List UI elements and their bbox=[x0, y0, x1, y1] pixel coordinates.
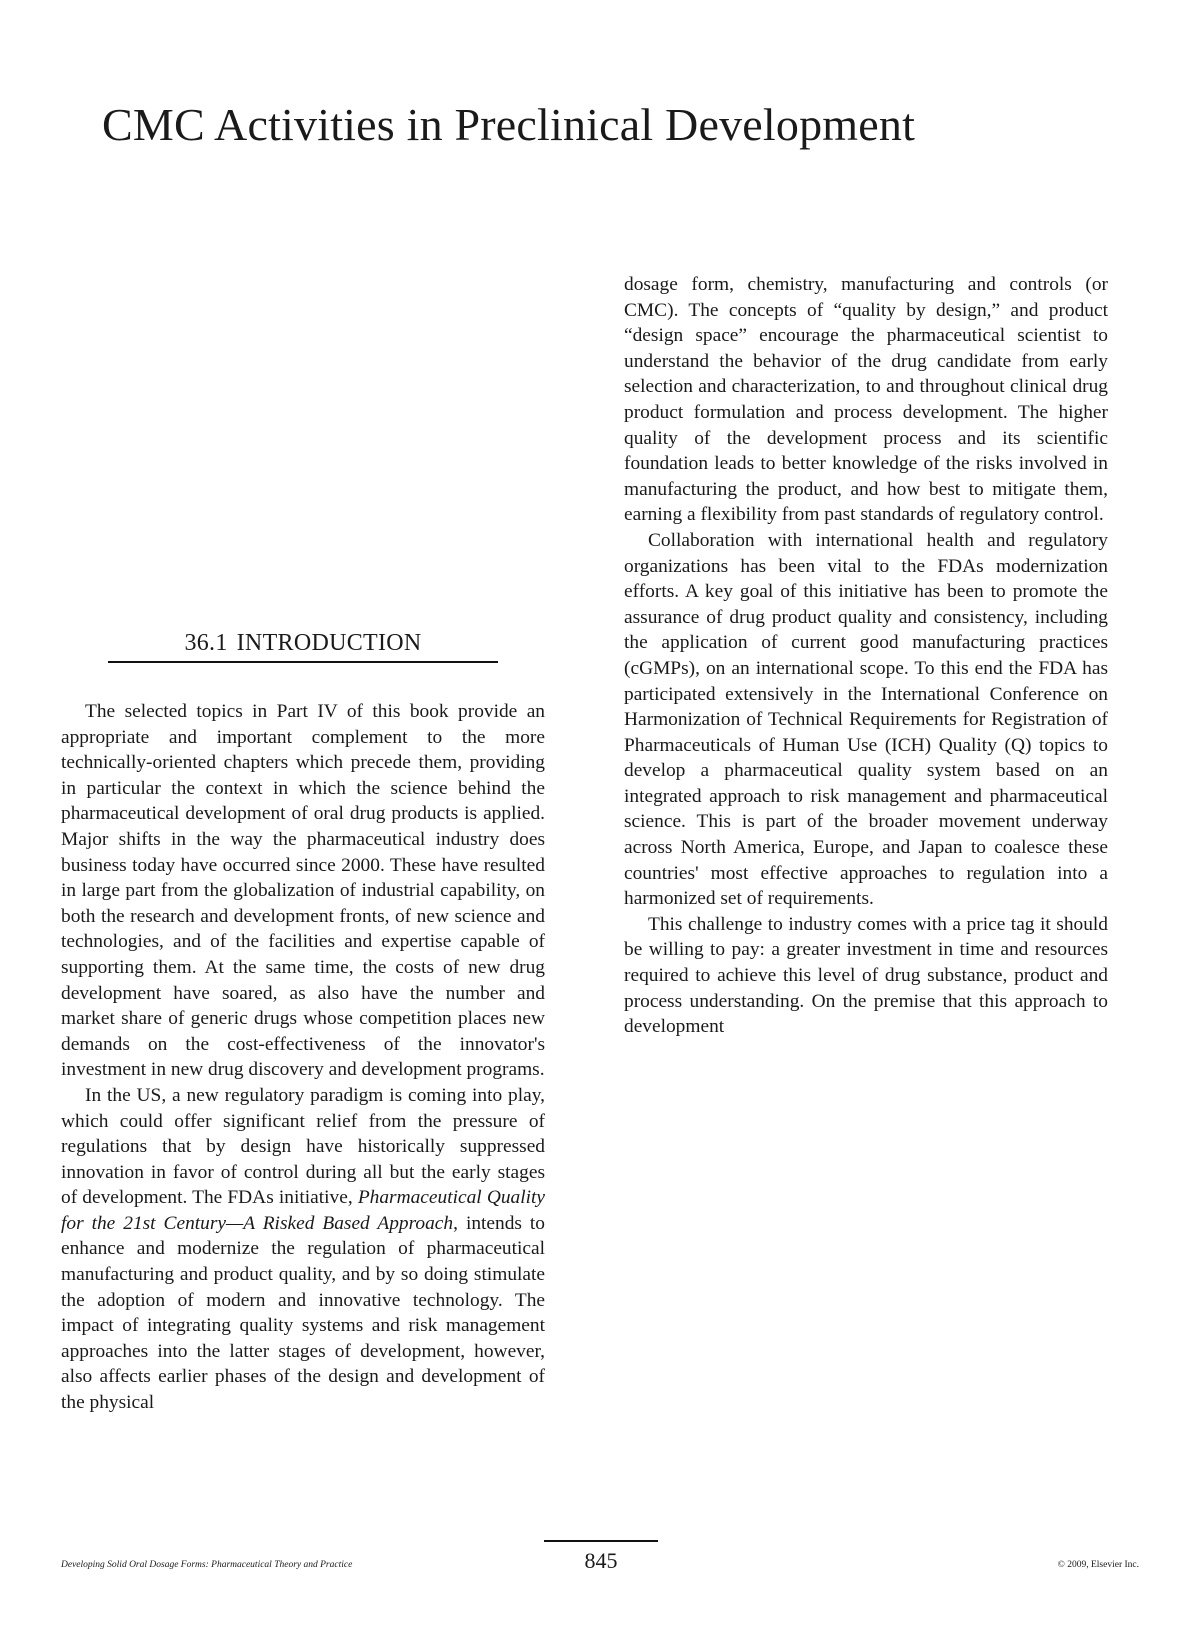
paragraph-collaboration: Collaboration with international health and regulatory organizations has been vital to the FDAs modernization efforts. A key goal of this initiative has been to promote the assurance of drug product quality and consistency, including the application of current good manufacturing practices (cGMPs), on an international scope. To this end the FDA has participated extensively in the International Conference on Harmonization of Technical Requirements for Registration of Pharmaceuticals of Human Use (ICH) Quality (Q) topics to develop a pharmaceutical quality system based on an integrated approach to risk management and pharmaceutical science. This is part of the broader movement underway across North America, Europe, and Japan to coalesce these countries' most effective approaches to regulation into a harmonized set of requirements. bbox=[624, 529, 1108, 910]
page-footer bbox=[0, 1548, 1200, 1588]
section-number: 36.1 bbox=[184, 630, 228, 656]
right-column bbox=[624, 272, 1108, 1040]
left-column bbox=[61, 628, 545, 1416]
paragraph-intro-2 bbox=[61, 1083, 545, 1416]
initiative-title: Pharmaceutical Quality for the 21st Century—A Risked Based Approach bbox=[61, 1187, 545, 1234]
chapter-title: CMC Activities in Preclinical Development bbox=[102, 99, 916, 150]
paragraph-intro-1: The selected topics in Part IV of this book provide an appropriate and important complement to the more technically-oriented chapters which precede them, providing in particular the context in which the science behind the pharmaceutical development of oral drug products is applied. Major shifts in the way the pharmaceutical industry does business today have occurred since 2000. These have resulted in large part from the globalization of industrial capability, on both the research and development fronts, of new science and technologies, and of the facilities and expertise capable of supporting them. At the same time, the costs of new drug development have soared, as also have the number and market share of generic drugs whose competition places new demands on the cost-effectiveness of the innovator's investment in new drug discovery and development programs. bbox=[61, 701, 545, 1081]
footer-copyright: © 2009, Elsevier Inc. bbox=[1057, 1560, 1139, 1570]
section-heading bbox=[61, 628, 545, 663]
section-title: INTRODUCTION bbox=[236, 630, 422, 656]
paragraph-challenge: This challenge to industry comes with a price tag it should be willing to pay: a greater investment in time and resources required to achieve this level of drug substance, product and process understanding. On the premise that this approach to development bbox=[624, 913, 1108, 1038]
paragraph-intro-2-text-b: , intends to enhance and modernize the regulation of pharmaceutical manufacturing and product quality, and by so doing stimulate the adoption of modern and innovative technology. The impact of integrating quality systems and risk management approaches into the latter stages of development, however, also affects earlier phases of the design and development of the physical bbox=[61, 1212, 545, 1414]
page-number: 845 bbox=[544, 1540, 658, 1574]
paragraph-continued: dosage form, chemistry, manufacturing and controls (or CMC). The concepts of “quality by design,” and product “design space” encourage the pharmaceutical scientist to understand the behavior of the drug candidate from early selection and characterization, to and throughout clinical drug product formulation and process development. The higher quality of the development process and its scientific foundation leads to better knowledge of the risks involved in manufacturing the product, and how best to mitigate them, earning a flexibility from past standards of regulatory control. bbox=[624, 274, 1108, 526]
paragraph-intro-2-text-a: In the US, a new regulatory paradigm is coming into play, which could offer significant relief from the pressure of regulations that by design have historically suppressed innovation in favor of control during all but the early stages of development. The FDAs initiative, bbox=[61, 1084, 545, 1209]
footer-book-title: Developing Solid Oral Dosage Forms: Pharmaceutical Theory and Practice bbox=[61, 1560, 353, 1570]
section-heading-rule bbox=[108, 661, 498, 663]
